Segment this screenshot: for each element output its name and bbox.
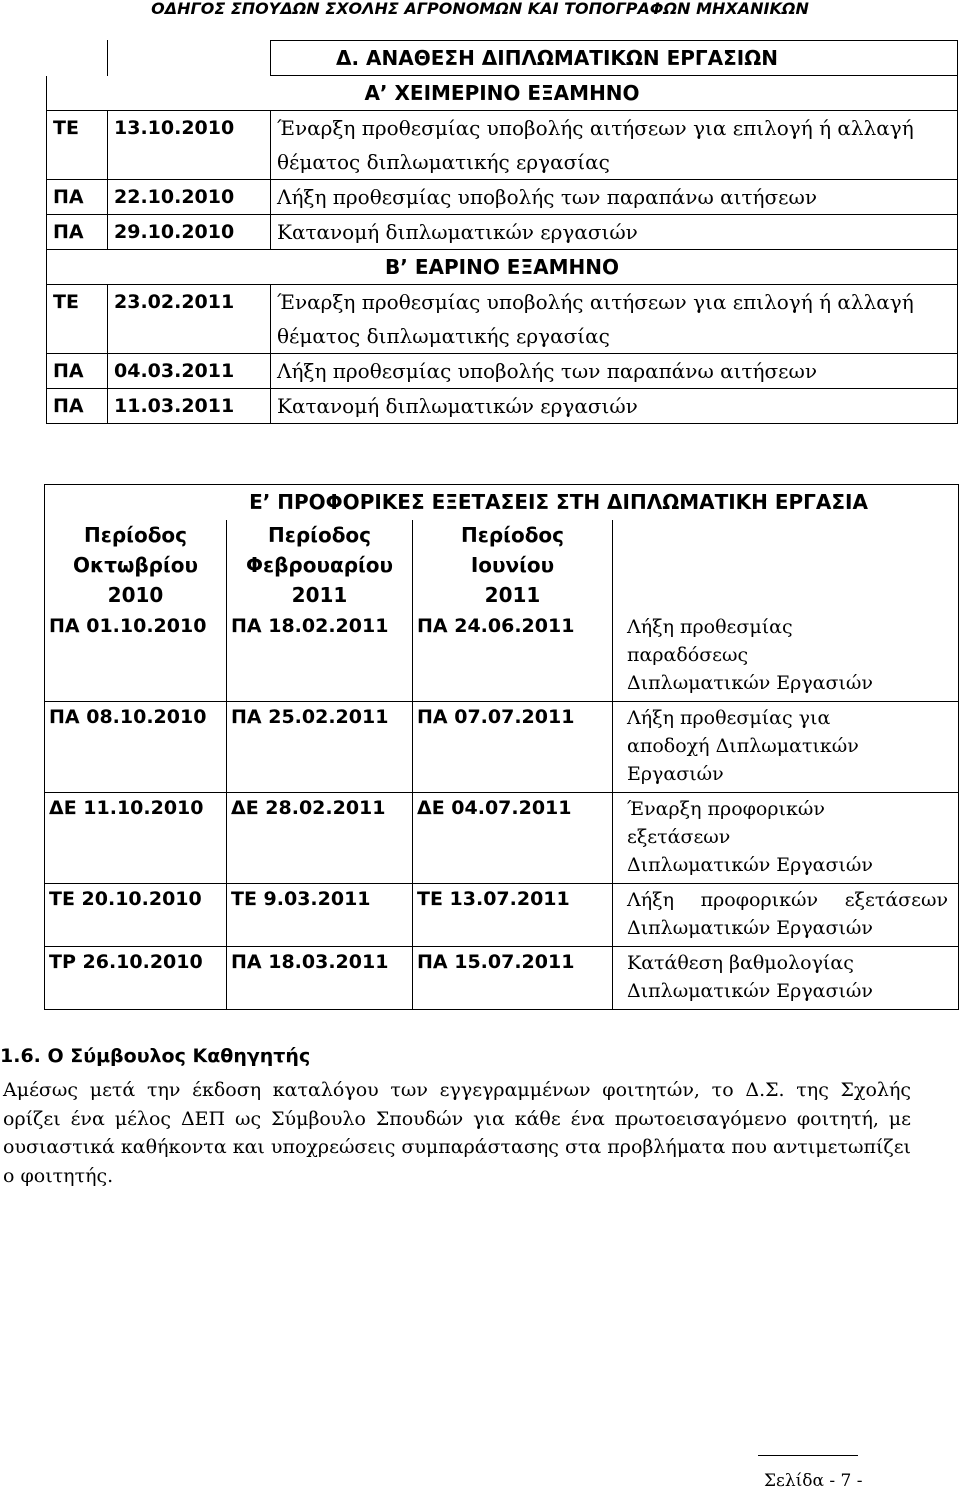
table-row [45,793,959,884]
table-row [45,702,959,793]
october-date-cell: ΤΕ 20.10.2010 [45,884,227,947]
day-cell: ΤΕ [47,111,108,180]
table-row [47,389,958,424]
description-cell: Κατάθεση βαθμολογίας Διπλωματικών Εργασιών [613,947,959,1010]
february-date-cell: ΔΕ 28.02.2011 [227,793,413,884]
description-cell: Λήξη προφορικών εξετάσεων Διπλωματικών Εργασιών [613,884,959,947]
day-cell: ΠΑ [47,354,108,389]
description-cell: Έναρξη προφορικών εξετάσεων Διπλωματικών Εργασιών [613,793,959,884]
table-row [47,111,958,180]
description-cell: Κατανομή διπλωματικών εργασιών [271,215,958,250]
description-cell: Λήξη προθεσμίας παραδόσεως Διπλωματικών Εργασιών [613,611,959,702]
june-date-cell: ΠΑ 07.07.2011 [413,702,613,793]
day-cell: ΠΑ [47,180,108,215]
day-cell: ΤΕ [47,285,108,354]
day-cell: ΠΑ [47,215,108,250]
footer-divider [758,1455,858,1456]
february-date-cell: ΠΑ 25.02.2011 [227,702,413,793]
date-cell: 29.10.2010 [108,215,271,250]
section-d-title: Δ. ΑΝΑΘΕΣΗ ΔΙΠΛΩΜΑΤΙΚΩΝ ΕΡΓΑΣΙΩΝ [271,41,958,76]
description-cell: Κατανομή διπλωματικών εργασιών [271,389,958,424]
advisor-section-title: 1.6. Ο Σύμβουλος Καθηγητής [0,1045,311,1067]
table-row [47,285,958,354]
june-date-cell: ΠΑ 15.07.2011 [413,947,613,1010]
june-date-cell: ΠΑ 24.06.2011 [413,611,613,702]
page-header: ΟΔΗΓΟΣ ΣΠΟΥΔΩΝ ΣΧΟΛΗΣ ΑΓΡΟΝΟΜΩΝ ΚΑΙ ΤΟΠΟΓΡΑΦΩΝ ΜΗΧΑΝΙΚΩΝ [151,0,809,18]
table-row [45,884,959,947]
table-row [45,611,959,702]
period-header-june: Περίοδος Ιουνίου 2011 [413,520,613,611]
june-date-cell: ΤΕ 13.07.2011 [413,884,613,947]
october-date-cell: ΤΡ 26.10.2010 [45,947,227,1010]
description-cell: Έναρξη προθεσμίας υποβολής αιτήσεων για επιλογή ή αλλαγή θέματος διπλωματικής εργασίας [271,285,958,354]
table-row [47,215,958,250]
date-cell: 04.03.2011 [108,354,271,389]
description-cell: Λήξη προθεσμίας υποβολής των παραπάνω αιτήσεων [271,354,958,389]
thesis-assignment-table [46,40,958,424]
table-row [45,947,959,1010]
february-date-cell: ΤΕ 9.03.2011 [227,884,413,947]
page-number: Σελίδα - 7 - [764,1471,863,1491]
october-date-cell: ΔΕ 11.10.2010 [45,793,227,884]
period-header-october: Περίοδος Οκτωβρίου 2010 [45,520,227,611]
advisor-paragraph: Αμέσως μετά την έκδοση καταλόγου των εγγεγραμμένων φοιτητών, το Δ.Σ. της Σχολής ορίζει ένα μέλος ΔΕΠ ως Σύμβουλο Σπουδών για κάθε ένα πρωτοεισαγόμενο φοιτητή, με ουσιαστικά καθήκοντα και υποχρεώσεις συμπαράστασης στα προβλήματα που αντιμετωπίζει ο φοιτητής. [3,1079,911,1187]
date-cell: 13.10.2010 [108,111,271,180]
period-header-february: Περίοδος Φεβρουαρίου 2011 [227,520,413,611]
june-date-cell: ΔΕ 04.07.2011 [413,793,613,884]
date-cell: 22.10.2010 [108,180,271,215]
description-cell: Λήξη προθεσμίας για αποδοχή Διπλωματικών Εργασιών [613,702,959,793]
description-cell: Έναρξη προθεσμίας υποβολής αιτήσεων για επιλογή ή αλλαγή θέματος διπλωματικής εργασίας [271,111,958,180]
february-date-cell: ΠΑ 18.03.2011 [227,947,413,1010]
section-e-title: Ε’ ΠΡΟΦΟΡΙΚΕΣ ΕΞΕΤΑΣΕΙΣ ΣΤΗ ΔΙΠΛΩΜΑΤΙΚΗ ΕΡΓΑΣΙΑ [45,485,959,520]
date-cell: 23.02.2011 [108,285,271,354]
table-row [47,354,958,389]
spring-semester-title: Β’ ΕΑΡΙΝΟ ΕΞΑΜΗΝΟ [47,250,958,285]
winter-semester-title: Α’ ΧΕΙΜΕΡΙΝΟ ΕΞΑΜΗΝΟ [47,76,958,111]
february-date-cell: ΠΑ 18.02.2011 [227,611,413,702]
description-cell: Λήξη προθεσμίας υποβολής των παραπάνω αιτήσεων [271,180,958,215]
day-cell: ΠΑ [47,389,108,424]
october-date-cell: ΠΑ 01.10.2010 [45,611,227,702]
october-date-cell: ΠΑ 08.10.2010 [45,702,227,793]
table-row [47,180,958,215]
date-cell: 11.03.2011 [108,389,271,424]
oral-exams-table [44,484,959,1010]
